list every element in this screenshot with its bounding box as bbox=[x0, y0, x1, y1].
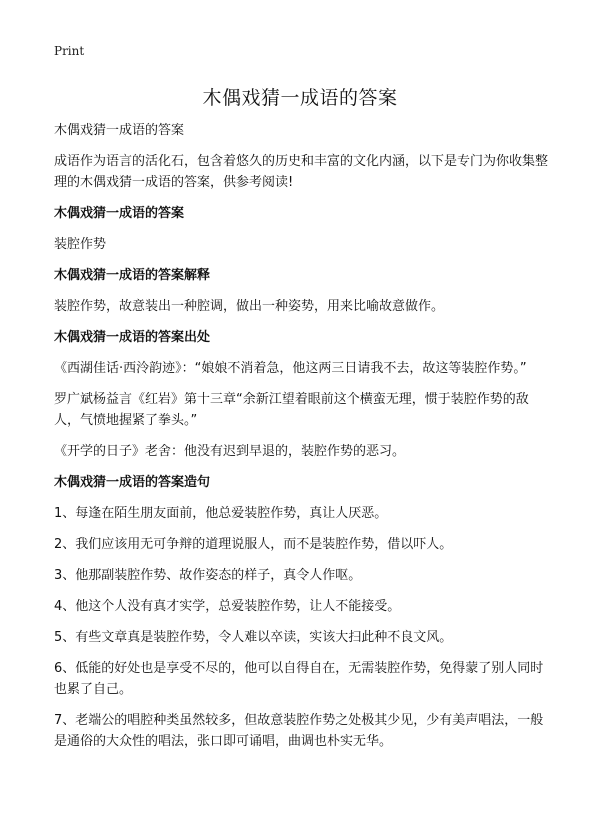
example-sentence: 3、他那副装腔作势、故作姿态的样子，真令人作呕。 bbox=[54, 568, 362, 583]
explanation-text: 装腔作势，故意装出一种腔调，做出一种姿势，用来比喻故意做作。 bbox=[54, 299, 445, 314]
intro-subtitle: 木偶戏猜一成语的答案 bbox=[54, 123, 185, 138]
source-item: 《开学的日子》老舍：他没有迟到早退的，装腔作势的恶习。 bbox=[54, 444, 406, 459]
answer-heading: 木偶戏猜一成语的答案 bbox=[54, 206, 185, 221]
article-body bbox=[54, 120, 550, 762]
example-sentence: 5、有些文章真是装腔作势，令人难以卒读，实该大扫此种不良文风。 bbox=[54, 630, 453, 645]
example-sentence: 6、低能的好处也是享受不尽的，他可以自得自在，无需装腔作势，免得蒙了别人同时也累了自己。 bbox=[54, 661, 544, 697]
example-sentence: 1、每逢在陌生朋友面前，他总爱装腔作势，真让人厌恶。 bbox=[54, 506, 388, 521]
source-item: 《西湖佳话·西泠韵迹》：“娘娘不消着急，他这两三日请我不去，故这等装腔作势。” bbox=[54, 361, 527, 376]
intro-paragraph: 成语作为语言的活化石，包含着悠久的历史和丰富的文化内涵，以下是专门为你收集整理的木偶戏猜一成语的答案，供参考阅读! bbox=[54, 154, 549, 190]
example-sentence: 2、我们应该用无可争辩的道理说服人，而不是装腔作势，借以吓人。 bbox=[54, 537, 453, 552]
explanation-heading: 木偶戏猜一成语的答案解释 bbox=[54, 268, 211, 283]
source-item: 罗广斌杨益言《红岩》第十三章“余新江望着眼前这个横蛮无理，惯于装腔作势的敌人，气愤地握紧了拳头。” bbox=[54, 392, 529, 428]
answer-text: 装腔作势 bbox=[54, 237, 107, 252]
page-title: 木偶戏猜一成语的答案 bbox=[202, 87, 398, 109]
source-heading: 木偶戏猜一成语的答案出处 bbox=[54, 330, 211, 345]
print-label: Print bbox=[54, 44, 85, 58]
example-sentence: 4、他这个人没有真才实学，总爱装腔作势，让人不能接受。 bbox=[54, 599, 401, 614]
example-sentence: 7、老端公的唱腔种类虽然较多，但故意装腔作势之处极其少见，少有美声唱法，一般是通俗的大众性的唱法，张口即可诵唱，曲调也朴实无华。 bbox=[54, 713, 544, 749]
examples-heading: 木偶戏猜一成语的答案造句 bbox=[54, 475, 211, 490]
